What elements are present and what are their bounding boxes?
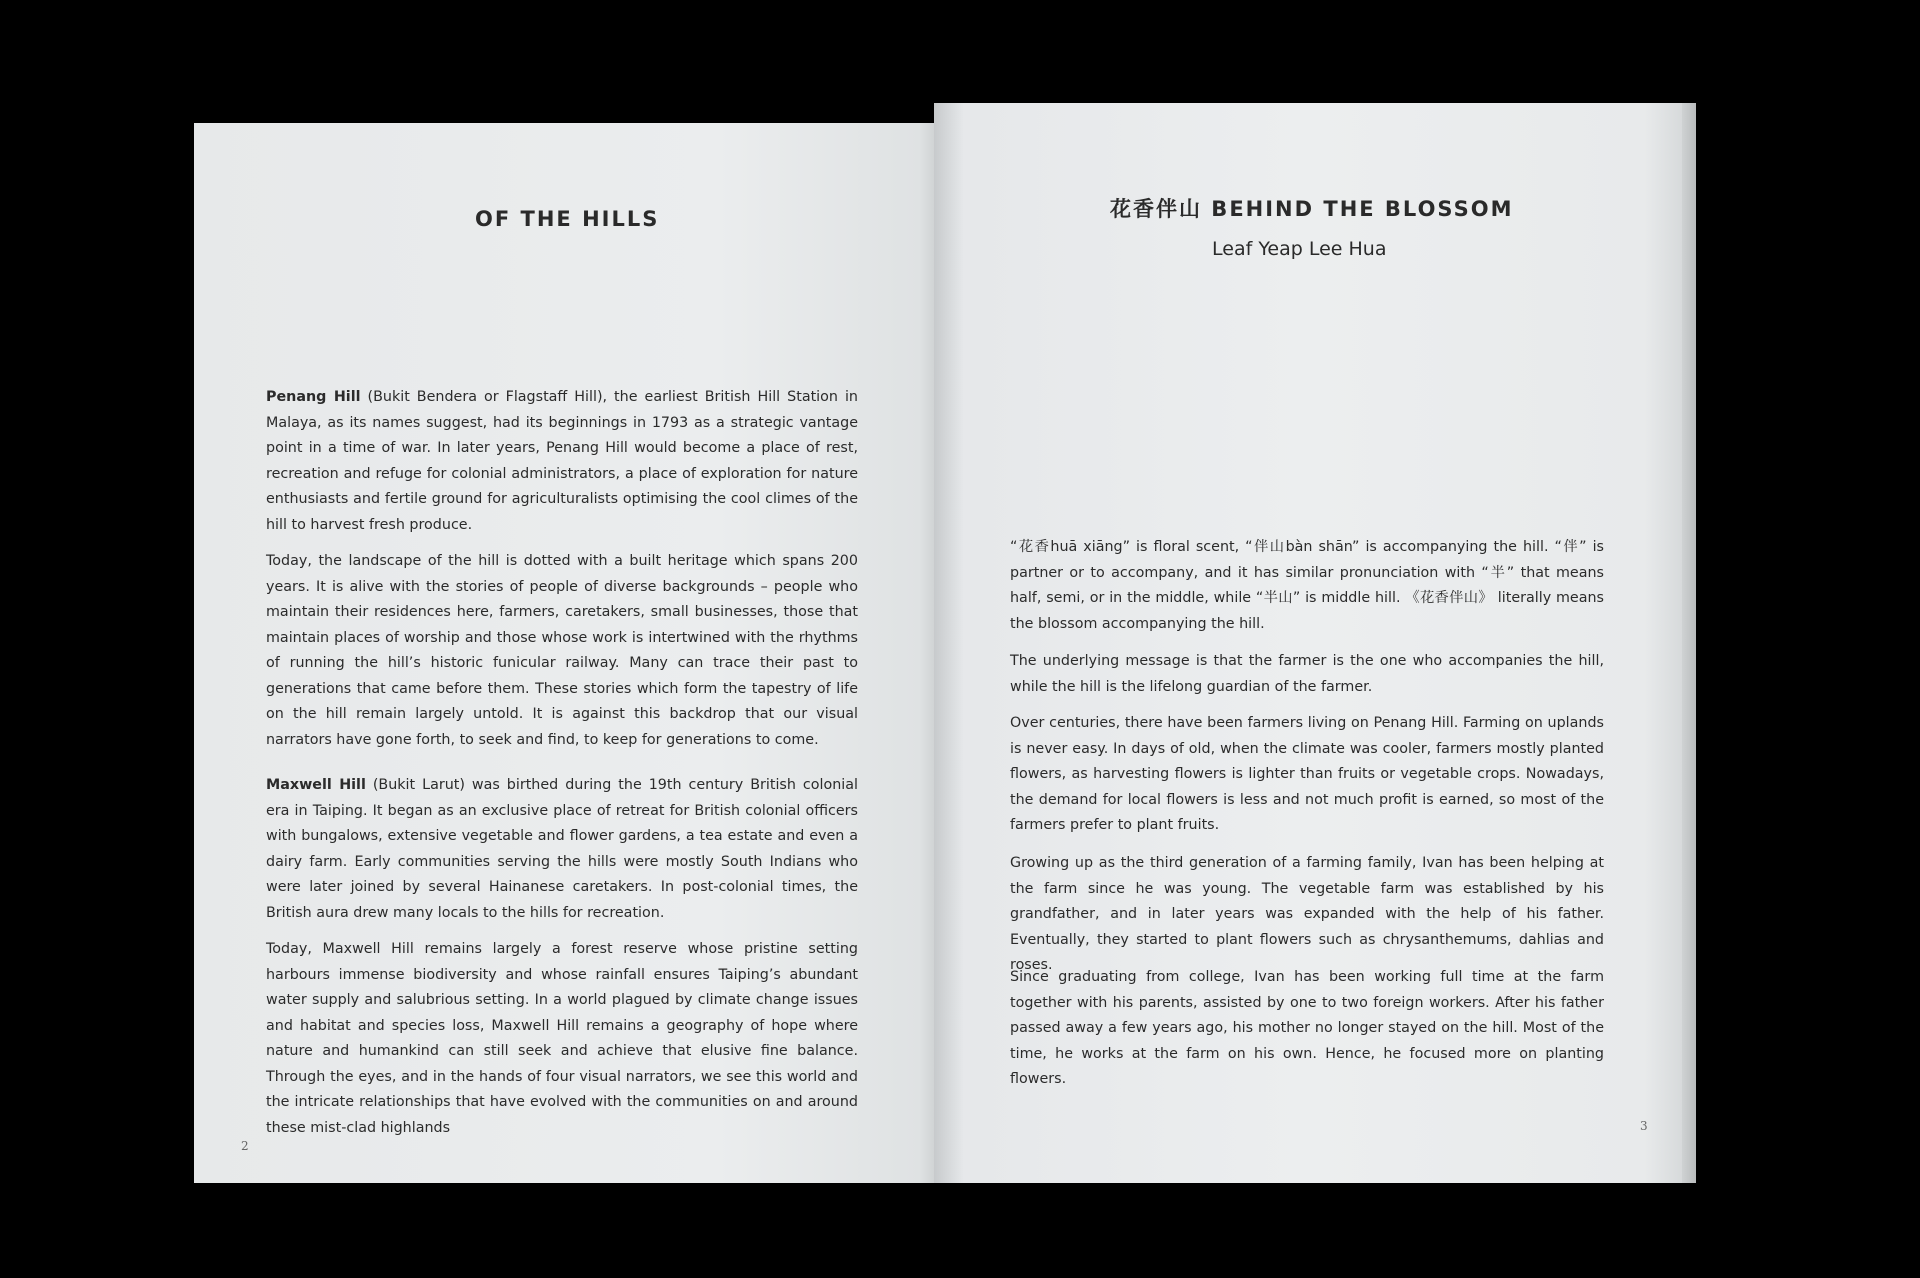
paragraph-text: (Bukit Bendera or Flagstaff Hill), the earliest British Hill Station in Malaya, as its names suggest, had its beginnings in 1793 as a strategic vantage point in a time of war. In later years, Penang Hill would become a place of rest, recreation and refuge for colonial administrators, a place of exploration for nature enthusiasts and fertile ground for agriculturalists optimising the cool climes of the hill to harvest fresh produce.	[266, 389, 858, 533]
paragraph-text: Over centuries, there have been farmers living on Penang Hill. Farming on uplands is never easy. In days of old, when the climate was cooler, farmers mostly planted flowers, as harvesting flowers is lighter than fruits or vegetable crops. Nowadays, the demand for local flowers is less and not much profit is earned, so most of the farmers prefer to plant fruits.	[1010, 715, 1604, 833]
paragraph-today-penang	[266, 549, 858, 753]
paragraph-message	[1010, 649, 1604, 700]
paragraph-lead: Maxwell Hill	[266, 777, 366, 793]
paragraph-text: “花香huā xiāng” is floral scent, “伴山bàn shān” is accompanying the hill. “伴” is partner or to accompany, and it has similar pronunciation with “半” that means half, semi, or in the middle, while “半山” is middle hill. 《花香伴山》 literally means the blossom accompanying the hill.	[1010, 539, 1604, 632]
paragraph-text: Since graduating from college, Ivan has been working full time at the farm together with his parents, assisted by one to two foreign workers. After his father passed away a few years ago, his mother no longer stayed on the hill. Most of the time, he works at the farm on his own. Hence, he focused more on planting flowers.	[1010, 969, 1604, 1087]
paragraph-meaning	[1010, 535, 1604, 637]
paragraph-text: Today, Maxwell Hill remains largely a forest reserve whose pristine setting harbours immense biodiversity and whose rainfall ensures Taiping’s abundant water supply and salubrious setting. In a world plagued by climate change issues and habitat and species loss, Maxwell Hill remains a geography of hope where nature and humankind can still seek and achieve that elusive fine balance. Through the eyes, and in the hands of four visual narrators, we see this world and the intricate relationships that have evolved with the communities on and around these mist-clad highlands	[266, 941, 858, 1136]
paragraph-penang-hill	[266, 385, 858, 538]
paragraph-ivan-family	[1010, 851, 1604, 979]
left-page-title: OF THE HILLS	[475, 207, 660, 231]
paragraph-today-maxwell	[266, 937, 858, 1141]
paragraph-text: (Bukit Larut) was birthed during the 19th century British colonial era in Taiping. It began as an exclusive place of retreat for British colonial officers with bungalows, extensive vegetable and flower gardens, a tea estate and even a dairy farm. Early communities serving the hills were mostly South Indians who were later joined by several Hainanese caretakers. In post-colonial times, the British aura drew many locals to the hills for recreation.	[266, 777, 858, 921]
paragraph-maxwell-hill	[266, 773, 858, 926]
paragraph-text: The underlying message is that the farmer is the one who accompanies the hill, while the hill is the lifelong guardian of the farmer.	[1010, 653, 1604, 695]
paragraph-text: Today, the landscape of the hill is dotted with a built heritage which spans 200 years. It is alive with the stories of people of diverse backgrounds – people who maintain their residences here, farmers, caretakers, small businesses, those that maintain places of worship and those whose work is intertwined with the rhythms of running the hill’s historic funicular railway. Many can trace their past to generations that came before them. These stories which form the tapestry of life on the hill remain largely untold. It is against this backdrop that our visual narrators have gone forth, to seek and find, to keep for generations to come.	[266, 553, 858, 748]
paragraph-lead: Penang Hill	[266, 389, 361, 405]
page-number-right: 3	[1640, 1119, 1648, 1133]
author-name: Leaf Yeap Lee Hua	[1212, 238, 1387, 260]
paragraph-text: Growing up as the third generation of a farming family, Ivan has been helping at the farm since he was young. The vegetable farm was established by his grandfather, and in later years was expanded with the help of his father. Eventually, they started to plant flowers such as chrysanthemums, dahlias and roses.	[1010, 855, 1604, 973]
paragraph-ivan-work	[1010, 965, 1604, 1093]
page-number-left: 2	[241, 1139, 249, 1153]
right-page-title: 花香伴山 BEHIND THE BLOSSOM	[1110, 197, 1514, 221]
right-page	[934, 103, 1682, 1183]
left-page	[194, 123, 942, 1183]
paragraph-farmers-history	[1010, 711, 1604, 839]
